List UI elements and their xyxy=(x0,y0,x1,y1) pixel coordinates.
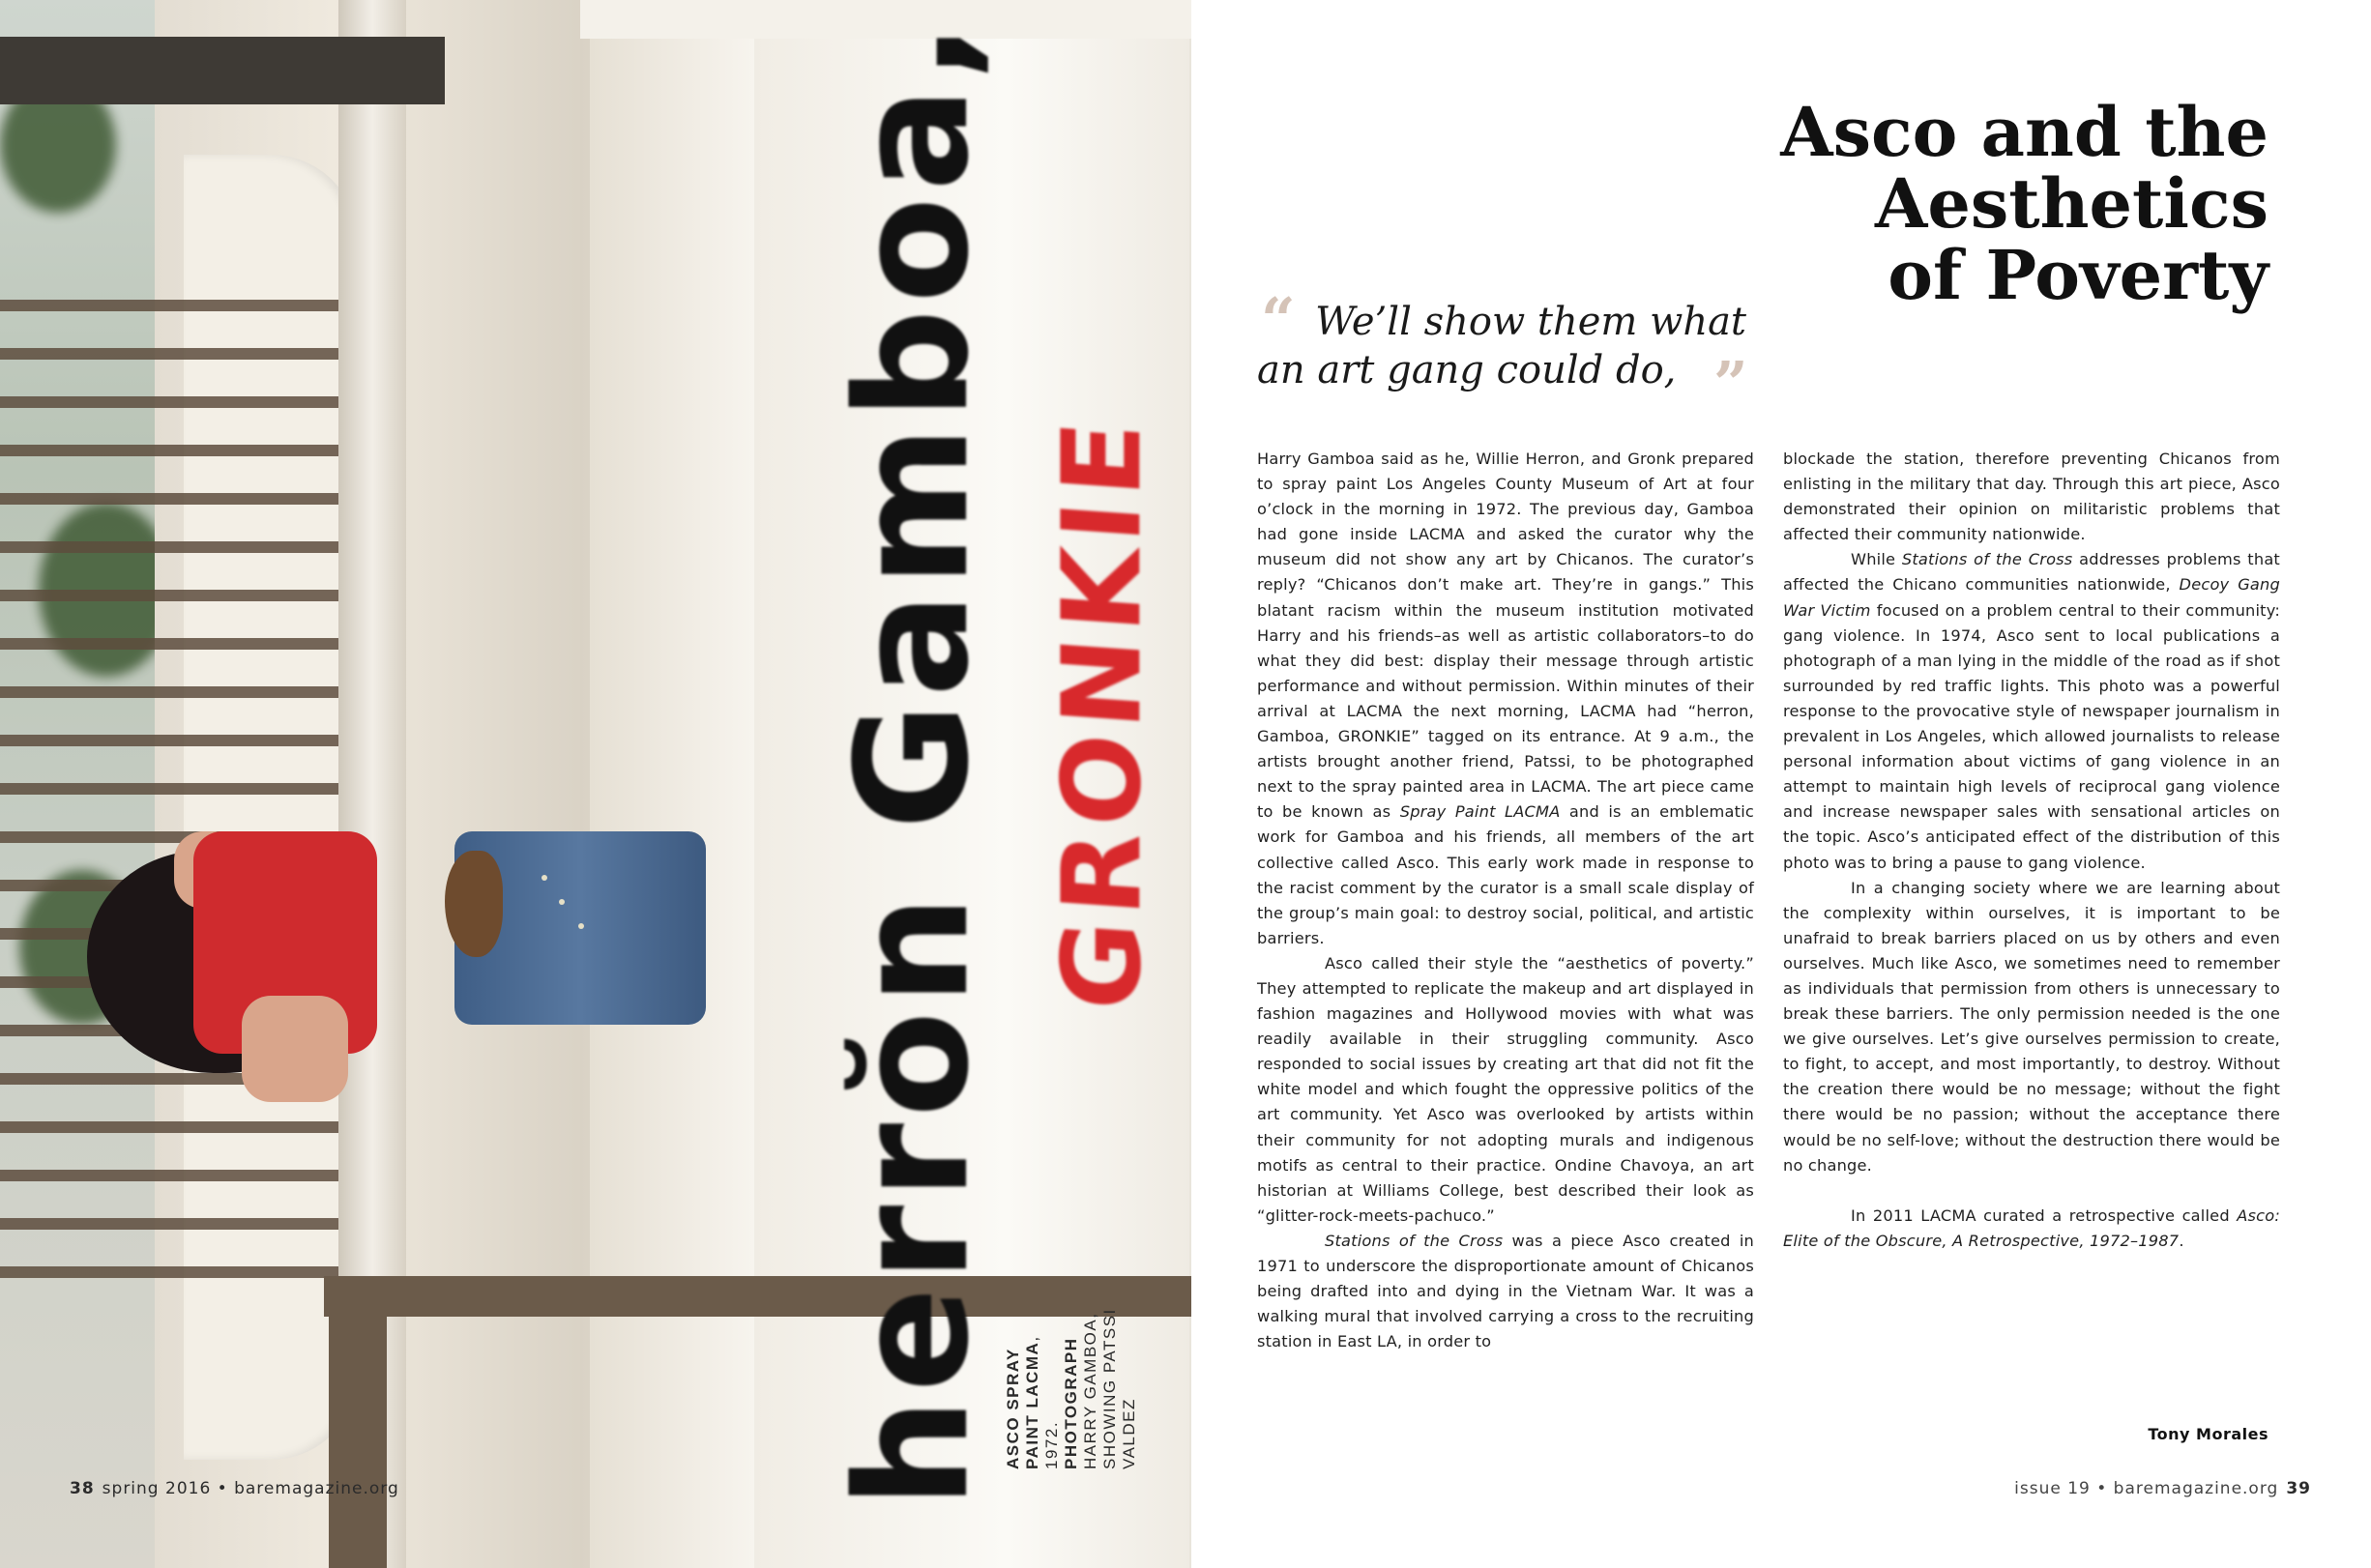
text-run: While xyxy=(1851,550,1902,569)
paragraph: blockade the station, therefore preventing Chicanos from enlisting in the military that day. Through this art piece, Asco demonstrated their opinion on militaristic problems that affected their community nationwide. xyxy=(1783,450,2280,544)
body-column-2 xyxy=(1783,447,2280,1254)
caption-year: , 1972. xyxy=(1023,1335,1061,1469)
roof-band xyxy=(590,0,754,1568)
article-headline xyxy=(1780,92,2269,315)
headline-line-1: Asco and the xyxy=(1780,92,2269,172)
arms xyxy=(242,996,348,1102)
text-run: Harry Gamboa said as he, Willie Herron, and Gronk prepared to spray paint Los Angeles County Museum of Art at four o’clock in the morning in 1972. The previous day, Gamboa had gone inside LACMA and asked the curator why the museum did not show any art by Chicanos. The curator’s reply? “Chicanos don’t make art. They’re in gangs.” This blatant racism within the museum institution motivated Harry and his friends–as well as artistic collaborators–to do what they did best: display their message through artistic performance and without permission. Within minutes of their arrival at LACMA the next morning, LACMA had “herron, Gamboa, GRONKIE” tagged on its entrance. At 9 a.m., the artists brought another friend, Patssi, to be photographed next to the spray painted area in LACMA. The art piece came to be known as xyxy=(1257,450,1754,822)
text-run: was a piece Asco created in 1971 to underscore the disproportionate amount of Chicanos being drafted into and dying in the Vietnam War. It was a walking mural that involved carrying a cross to the recruiting station in East LA, in order to xyxy=(1257,1231,1754,1351)
rivet xyxy=(578,923,584,929)
exhibition-title: Asco: Elite of the Obscure, A Retrospective, 1972–1987 xyxy=(1783,1205,2280,1250)
caption-title: ASCO SPRAY PAINT LACMA xyxy=(1004,1341,1041,1469)
headline-line-2: Aesthetics xyxy=(1875,163,2269,244)
author-byline: Tony Morales xyxy=(2148,1425,2269,1443)
paragraph xyxy=(1783,1204,2280,1254)
folio-left xyxy=(70,1479,399,1498)
text-run: In 2011 LACMA curated a retrospective called xyxy=(1851,1205,2238,1225)
close-quote-mark: ” xyxy=(1713,348,1748,419)
rail-post xyxy=(329,1286,387,1568)
paragraph xyxy=(1783,547,2280,875)
caption-medium: PHOTOGRAPH xyxy=(1062,1337,1080,1469)
folio-right-text: issue 19 • baremagazine.org xyxy=(2014,1479,2279,1498)
paragraph xyxy=(1257,447,1754,951)
pull-quote-line-1: We’ll show them what xyxy=(1315,300,1746,344)
rivet xyxy=(542,875,547,881)
artwork-title: Stations of the Cross xyxy=(1901,550,2073,569)
graffiti-gronkie: GRONKIE xyxy=(1039,411,1165,1015)
paragraph xyxy=(1257,1229,1754,1354)
page-number-right: 39 xyxy=(2286,1479,2311,1498)
folio-left-text: spring 2016 • baremagazine.org xyxy=(102,1479,399,1498)
photo-caption xyxy=(1004,1305,1139,1469)
text-run: focused on a problem central to their community: gang violence. In 1974, Asco sent to local publications a photograph of a man lying in the middle of the road as if shot surrounded by red traffic lights. This photo was a powerful response to the provocative style of newspaper journalism in prevalent in Los Angeles, which allowed journalists to release personal information about victims of gang violence in an attempt to maintain high levels of reciprocal gang violence and increase newspaper sales with sensational articles on the topic. Asco’s anticipated effect of the distribution of this photo was to bring a pause to gang violence. xyxy=(1783,600,2280,872)
pull-quote-line-2: an art gang could do, xyxy=(1257,348,1677,392)
headline-line-3: of Poverty xyxy=(1888,235,2269,315)
artwork-title: Decoy Gang War Victim xyxy=(1783,575,2280,620)
paragraph: Asco called their style the “aesthetics of poverty.” They attempted to replicate the makeup and art displayed in fashion magazines and Hollywood movies with what was readily available in their struggling community. Asco responded to social issues by creating art that did not fit the white model and which fought the oppressive politics of the art community. Yet Asco was overlooked by artists within their community for not adopting murals and indigenous motifs as central to their practice. Ondine Chavoya, an art historian at Williams College, best described their look as “glitter-rock-meets-pachuco.” xyxy=(1257,953,1754,1225)
article-page xyxy=(1191,0,2371,1568)
graffiti-herron-gamboa: herrŏn Gamboa, xyxy=(822,16,1003,1508)
artwork-title: Spray Paint LACMA xyxy=(1399,802,1561,822)
page-number-left: 38 xyxy=(70,1479,95,1498)
text-run: and is an emblematic work for Gamboa and his friends, all members of the art collective called Asco. This early work made in response to the racist comment by the curator is a small scale display of the group’s main goal: to destroy social, political, and artistic barriers. xyxy=(1257,802,1754,947)
body-column-1 xyxy=(1257,447,1754,1354)
artwork-title: Stations of the Cross xyxy=(1325,1231,1504,1250)
belt xyxy=(445,851,503,957)
open-quote-mark: “ xyxy=(1261,284,1296,355)
roof-beam xyxy=(0,37,445,104)
text-run: addresses problems that affected the Chicano communities nationwide, xyxy=(1783,550,2280,595)
caption-credit: HARRY GAMBOA, SHOWING PATSSI VALDEZ xyxy=(1081,1308,1138,1469)
paragraph: In a changing society where we are learning about the complexity within ourselves, it is important to be unafraid to break barriers placed on us by others and even ourselves. Much like Asco, we sometimes need to remember as individuals that permission from others is unnecessary to break these barriers. The only permission needed is the one we give ourselves. Let’s give ourselves permission to create, to fight, to accept, and most importantly, to destroy. Without the creation there would be no message; without the fight there would be no passion; without the acceptance there would be no self-love; without the destruction there would be no change. xyxy=(1783,878,2280,1175)
pull-quote xyxy=(1257,298,1746,394)
folio-right xyxy=(2014,1479,2311,1498)
text-run: . xyxy=(2179,1231,2184,1250)
rivet xyxy=(559,899,565,905)
